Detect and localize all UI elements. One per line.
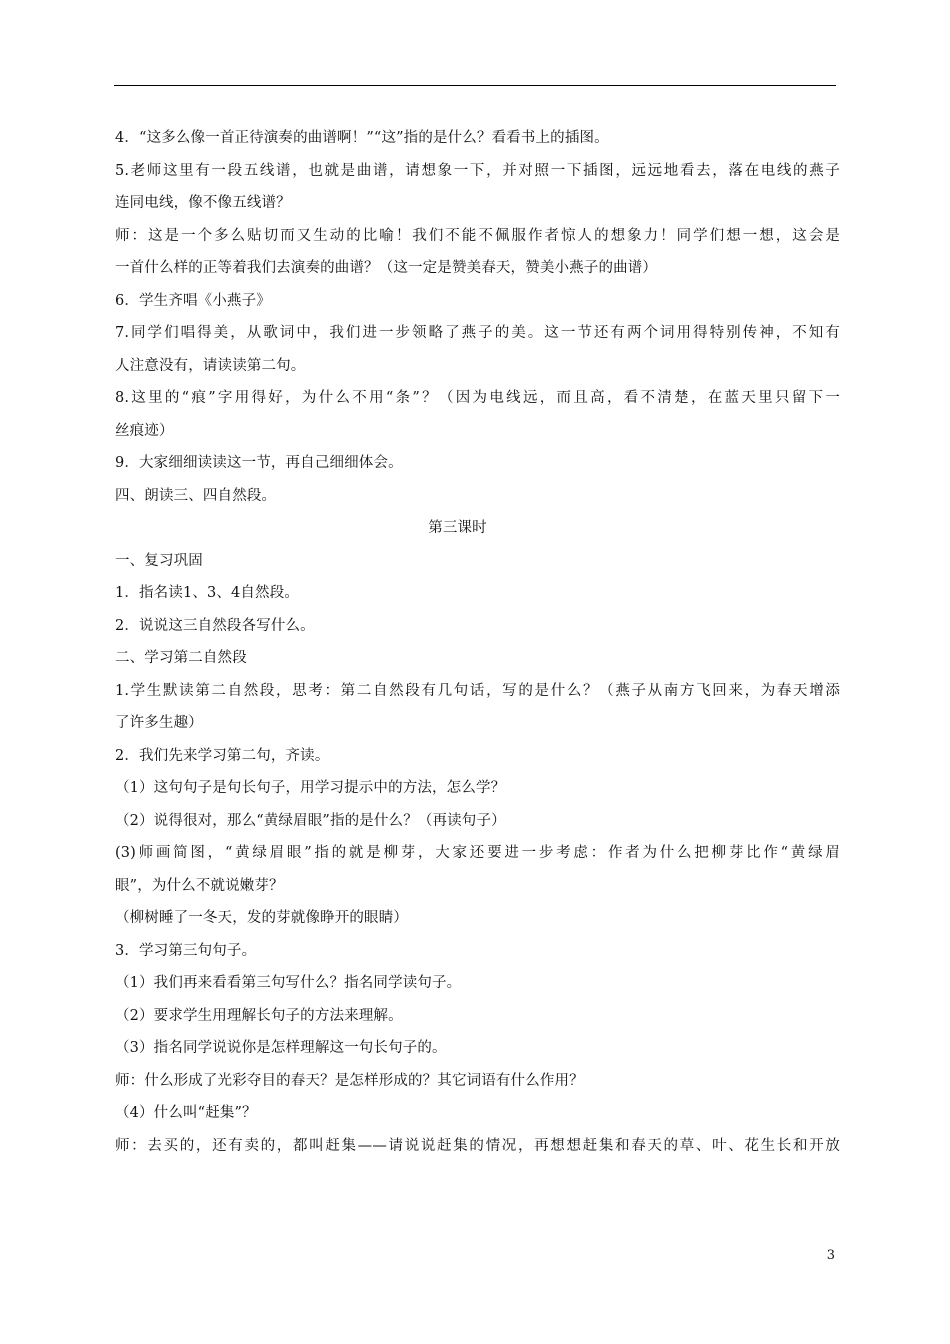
- text-line: 师：这是一个多么贴切而又生动的比喻！我们不能不佩服作者惊人的想象力！同学们想一想，这会是: [115, 227, 840, 244]
- text-line: 师：去买的，还有卖的，都叫赶集——请说说赶集的情况，再想想赶集和春天的草、叶、花生长和开放: [115, 1137, 840, 1154]
- document-body: [115, 122, 840, 1162]
- text-line: 四、朗读三、四自然段。: [115, 487, 277, 504]
- text-line: 人注意没有，请读读第二句。: [115, 357, 306, 374]
- text-line: （柳树睡了一冬天，发的芽就像睁开的眼睛）: [115, 910, 408, 926]
- text-line: (3)师画简图，“黄绿眉眼”指的就是柳芽，大家还要进一步考虑：作者为什么把柳芽比作“黄绿眉: [115, 845, 840, 861]
- text-line: 眼”，为什么不就说嫩芽？: [115, 877, 284, 894]
- text-line: 5.老师这里有一段五线谱，也就是曲谱，请想象一下，并对照一下插图，远远地看去，落在电线的燕子: [115, 162, 840, 179]
- text-line: 9．大家细细读读这一节，再自己细细体会。: [115, 455, 403, 471]
- text-line: 二、学习第二自然段: [115, 650, 247, 666]
- text-line: （2）说得很对，那么“黄绿眉眼”指的是什么？（再读句子）: [115, 812, 506, 829]
- text-line: （2）要求学生用理解长句子的方法来理解。: [115, 1007, 403, 1024]
- text-line: 一首什么样的正等着我们去演奏的曲谱？（这一定是赞美春天，赞美小燕子的曲谱）: [115, 260, 658, 276]
- section-title: 第三课时: [428, 520, 487, 536]
- page-number: 3: [826, 1248, 835, 1263]
- text-line: 6．学生齐唱《小燕子》: [115, 292, 271, 309]
- text-line: 4．“这多么像一首正待演奏的曲谱啊！”“这”指的是什么？看看书上的插图。: [115, 130, 609, 146]
- text-line: 丝痕迹）: [115, 422, 174, 439]
- text-line: 2．我们先来学习第二句，齐读。: [115, 747, 330, 764]
- text-line: 连同电线，像不像五线谱？: [115, 195, 291, 211]
- text-line: 师：什么形成了光彩夺目的春天？是怎样形成的？其它词语有什么作用？: [115, 1072, 584, 1089]
- text-line: （3）指名同学说说你是怎样理解这一句长句子的。: [115, 1040, 447, 1056]
- text-line: 了许多生趣）: [115, 715, 203, 731]
- text-line: 8.这里的“痕”字用得好，为什么不用“条”？（因为电线远，而且高，看不清楚，在蓝天里只留下一: [115, 390, 840, 406]
- header-rule: [114, 85, 836, 86]
- text-line: 一、复习巩固: [115, 552, 203, 569]
- text-line: （1）我们再来看看第三句写什么？指名同学读句子。: [115, 975, 462, 991]
- text-line: 1.学生默读第二自然段，思考：第二自然段有几句话，写的是什么？（燕子从南方飞回来，为春天增添: [115, 682, 840, 699]
- text-line: 3．学习第三句句子。: [115, 942, 257, 959]
- text-line: （1）这句句子是句长句子，用学习提示中的方法，怎么学？: [115, 780, 506, 796]
- text-line: 1．指名读1、3、4自然段。: [115, 585, 300, 601]
- text-line: （4）什么叫“赶集”？: [115, 1105, 257, 1121]
- text-line: 7.同学们唱得美，从歌词中，我们进一步领略了燕子的美。这一节还有两个词用得特别传神，不知有: [115, 325, 840, 341]
- text-line: 2．说说这三自然段各写什么。: [115, 617, 315, 634]
